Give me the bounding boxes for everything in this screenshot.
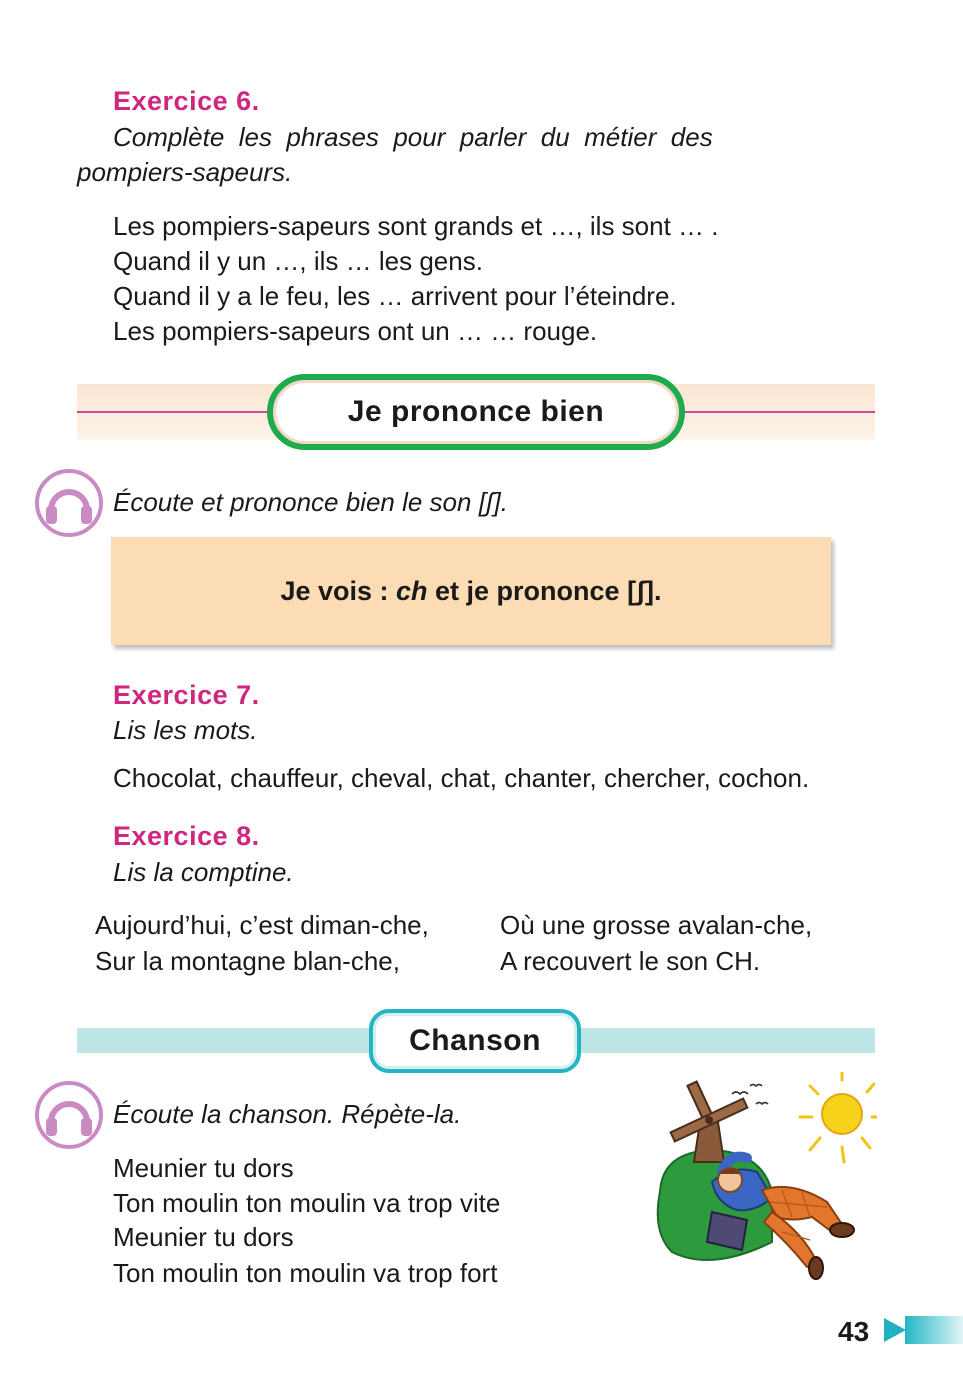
rule-text-part3: et je prononce [ʃ]. <box>427 575 662 606</box>
rhyme-line: Aujourd’hui, c’est diman-che, <box>95 910 429 940</box>
exercise-6-sentence: Quand il y a le feu, les … arrivent pour l’éteindre. <box>113 281 677 311</box>
sleeping-miller-illustration <box>652 1072 877 1290</box>
exercise-6-sentence: Les pompiers-sapeurs sont grands et …, ils sont … . <box>113 211 719 241</box>
rhyme-line: Où une grosse avalan-che, <box>500 910 813 940</box>
page-arrow-icon <box>884 1318 906 1342</box>
exercise-8-title: Exercice 8. <box>113 821 260 851</box>
pronunciation-section-title: Je prononce bien <box>267 374 685 450</box>
exercise-6-instruction-line1: Complète les phrases pour parler du métier des <box>113 122 713 152</box>
song-instruction: Écoute la chanson. Répète-la. <box>113 1099 462 1129</box>
exercise-6-instruction-line2: pompiers-sapeurs. <box>77 157 293 187</box>
rhyme-line: Sur la montagne blan-che, <box>95 946 400 976</box>
rhyme-line: A recouvert le son CH. <box>500 946 761 976</box>
song-lyric-line: Ton moulin ton moulin va trop fort <box>113 1258 498 1288</box>
exercise-7-words: Chocolat, chauffeur, cheval, chat, chanter, chercher, cochon. <box>113 763 810 793</box>
song-section-title: Chanson <box>369 1009 581 1073</box>
page-number: 43 <box>838 1316 870 1347</box>
exercise-6-sentence: Quand il y un …, ils … les gens. <box>113 246 483 276</box>
exercise-6-sentence: Les pompiers-sapeurs ont un … … rouge. <box>113 316 598 346</box>
rule-text-part1: Je vois : <box>280 575 397 606</box>
exercise-7-title: Exercice 7. <box>113 680 260 710</box>
rule-text-ch: ch <box>396 575 428 606</box>
pronunciation-instruction: Écoute et prononce bien le son [ʃ]. <box>113 487 508 517</box>
pronunciation-rule-box <box>111 537 831 645</box>
exercise-8-instruction: Lis la comptine. <box>113 857 294 887</box>
exercise-6-title: Exercice 6. <box>113 86 260 116</box>
exercise-7-instruction: Lis les mots. <box>113 715 258 745</box>
song-lyric-line: Meunier tu dors <box>113 1153 294 1183</box>
song-lyric-line: Ton moulin ton moulin va trop vite <box>113 1188 501 1218</box>
song-lyric-line: Meunier tu dors <box>113 1222 294 1252</box>
headphones-icon[interactable] <box>34 1080 104 1150</box>
page-tab <box>905 1316 963 1344</box>
headphones-icon[interactable] <box>34 468 104 538</box>
